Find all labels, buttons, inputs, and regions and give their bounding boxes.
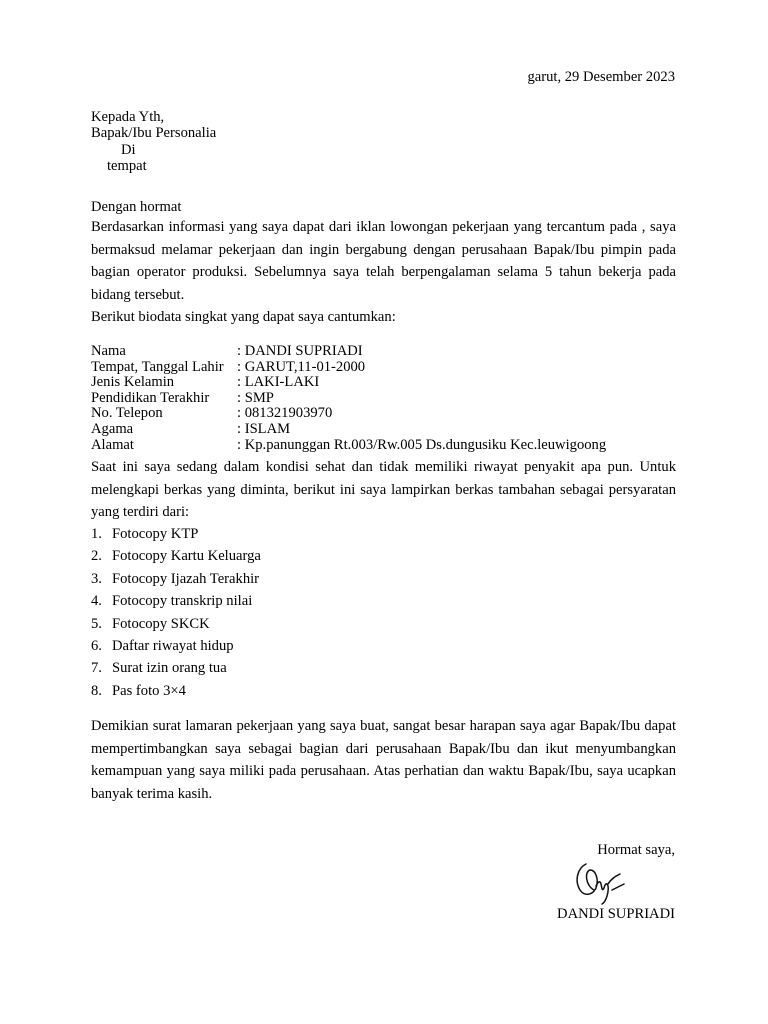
list-number: 5. (91, 615, 102, 632)
biodata-label: No. Telepon (91, 405, 163, 422)
signer-name: DANDI SUPRIADI (557, 906, 675, 922)
biodata-value: : SMP (237, 389, 274, 406)
list-text: Fotocopy KTP (112, 526, 199, 542)
list-item (91, 571, 261, 593)
list-item (91, 616, 261, 638)
attachment-list (91, 526, 261, 705)
closing-salutation: Hormat saya, (597, 842, 675, 858)
recipient-line: Bapak/Ibu Personalia (91, 125, 217, 142)
biodata-label: Jenis Kelamin (91, 374, 175, 391)
list-item (91, 548, 261, 570)
biodata-row (91, 390, 606, 406)
list-number: 7. (91, 660, 102, 677)
list-item (91, 660, 261, 682)
list-text: Surat izin orang tua (112, 660, 227, 677)
biodata-row (91, 374, 606, 390)
biodata-value: : LAKI-LAKI (237, 374, 320, 391)
greeting: Dengan hormat (91, 199, 182, 215)
recipient-line: Di (121, 141, 136, 158)
biodata-value: : GARUT,11-01-2000 (237, 358, 366, 375)
recipient-line: Kepada Yth, (91, 109, 165, 125)
biodata-value: : DANDI SUPRIADI (237, 343, 363, 359)
biodata-intro: Berikut biodata singkat yang dapat saya cantumkan: (91, 309, 396, 325)
list-number: 8. (91, 682, 102, 699)
list-item (91, 638, 261, 660)
list-text: Fotocopy Kartu Keluarga (112, 548, 261, 565)
signature-icon (572, 860, 628, 906)
list-item (91, 683, 261, 705)
list-number: 4. (91, 593, 102, 610)
biodata-label: Alamat (91, 436, 134, 453)
biodata-row (91, 359, 606, 375)
biodata-value: : ISLAM (237, 420, 291, 437)
health-paragraph: Saat ini saya sedang dalam kondisi sehat dan tidak memiliki riwayat penyakit apa pun. Untuk melengkapi berkas yang diminta, berikut ini saya lampirkan berkas tambahan sebagai persyaratan yang terdiri dari: (91, 459, 676, 520)
list-number: 3. (91, 570, 102, 587)
list-item (91, 593, 261, 615)
closing-paragraph: Demikian surat lamaran pekerjaan yang saya buat, sangat besar harapan saya agar Bapak/Ibu dapat mempertimbangkan saya sebagai bagian dari perusahaan Bapak/Ibu dan ikut menyumbangkan kemampuan yang saya miliki pada perusahaan. Atas perhatian dan waktu Bapak/Ibu, saya ucapkan banyak terima kasih. (91, 718, 676, 802)
list-text: Pas foto 3×4 (112, 682, 186, 699)
list-text: Fotocopy Ijazah Terakhir (112, 570, 260, 587)
list-text: Daftar riwayat hidup (112, 637, 234, 654)
biodata-row (91, 343, 606, 359)
list-text: Fotocopy SKCK (112, 615, 210, 632)
biodata-value: : Kp.panunggan Rt.003/Rw.005 Ds.dungusiku Kec.leuwigoong (237, 436, 607, 453)
list-number: 2. (91, 548, 102, 565)
biodata-row (91, 405, 606, 421)
biodata-table (91, 343, 606, 452)
recipient-block (91, 109, 216, 174)
intro-paragraph: Berdasarkan informasi yang saya dapat dari iklan lowongan pekerjaan yang tercantum pada , saya bermaksud melamar pekerjaan dan ingin bergabung dengan perusahaan Bapak/Ibu pimpin pada bagian operator produksi. Sebelumnya saya telah berpengalaman selama 5 tahun bekerja pada bidang tersebut. (91, 219, 676, 303)
list-number: 1. (91, 526, 102, 542)
biodata-label: Agama (91, 420, 134, 437)
list-number: 6. (91, 637, 102, 654)
biodata-label: Nama (91, 343, 126, 359)
list-item (91, 526, 261, 548)
biodata-label: Pendidikan Terakhir (91, 389, 210, 406)
biodata-row (91, 421, 606, 437)
list-text: Fotocopy transkrip nilai (112, 593, 253, 610)
biodata-value: : 081321903970 (237, 405, 333, 422)
biodata-label: Tempat, Tanggal Lahir (91, 358, 224, 375)
letter-date: garut, 29 Desember 2023 (527, 69, 675, 85)
biodata-row (91, 437, 606, 453)
recipient-line: tempat (107, 157, 147, 174)
